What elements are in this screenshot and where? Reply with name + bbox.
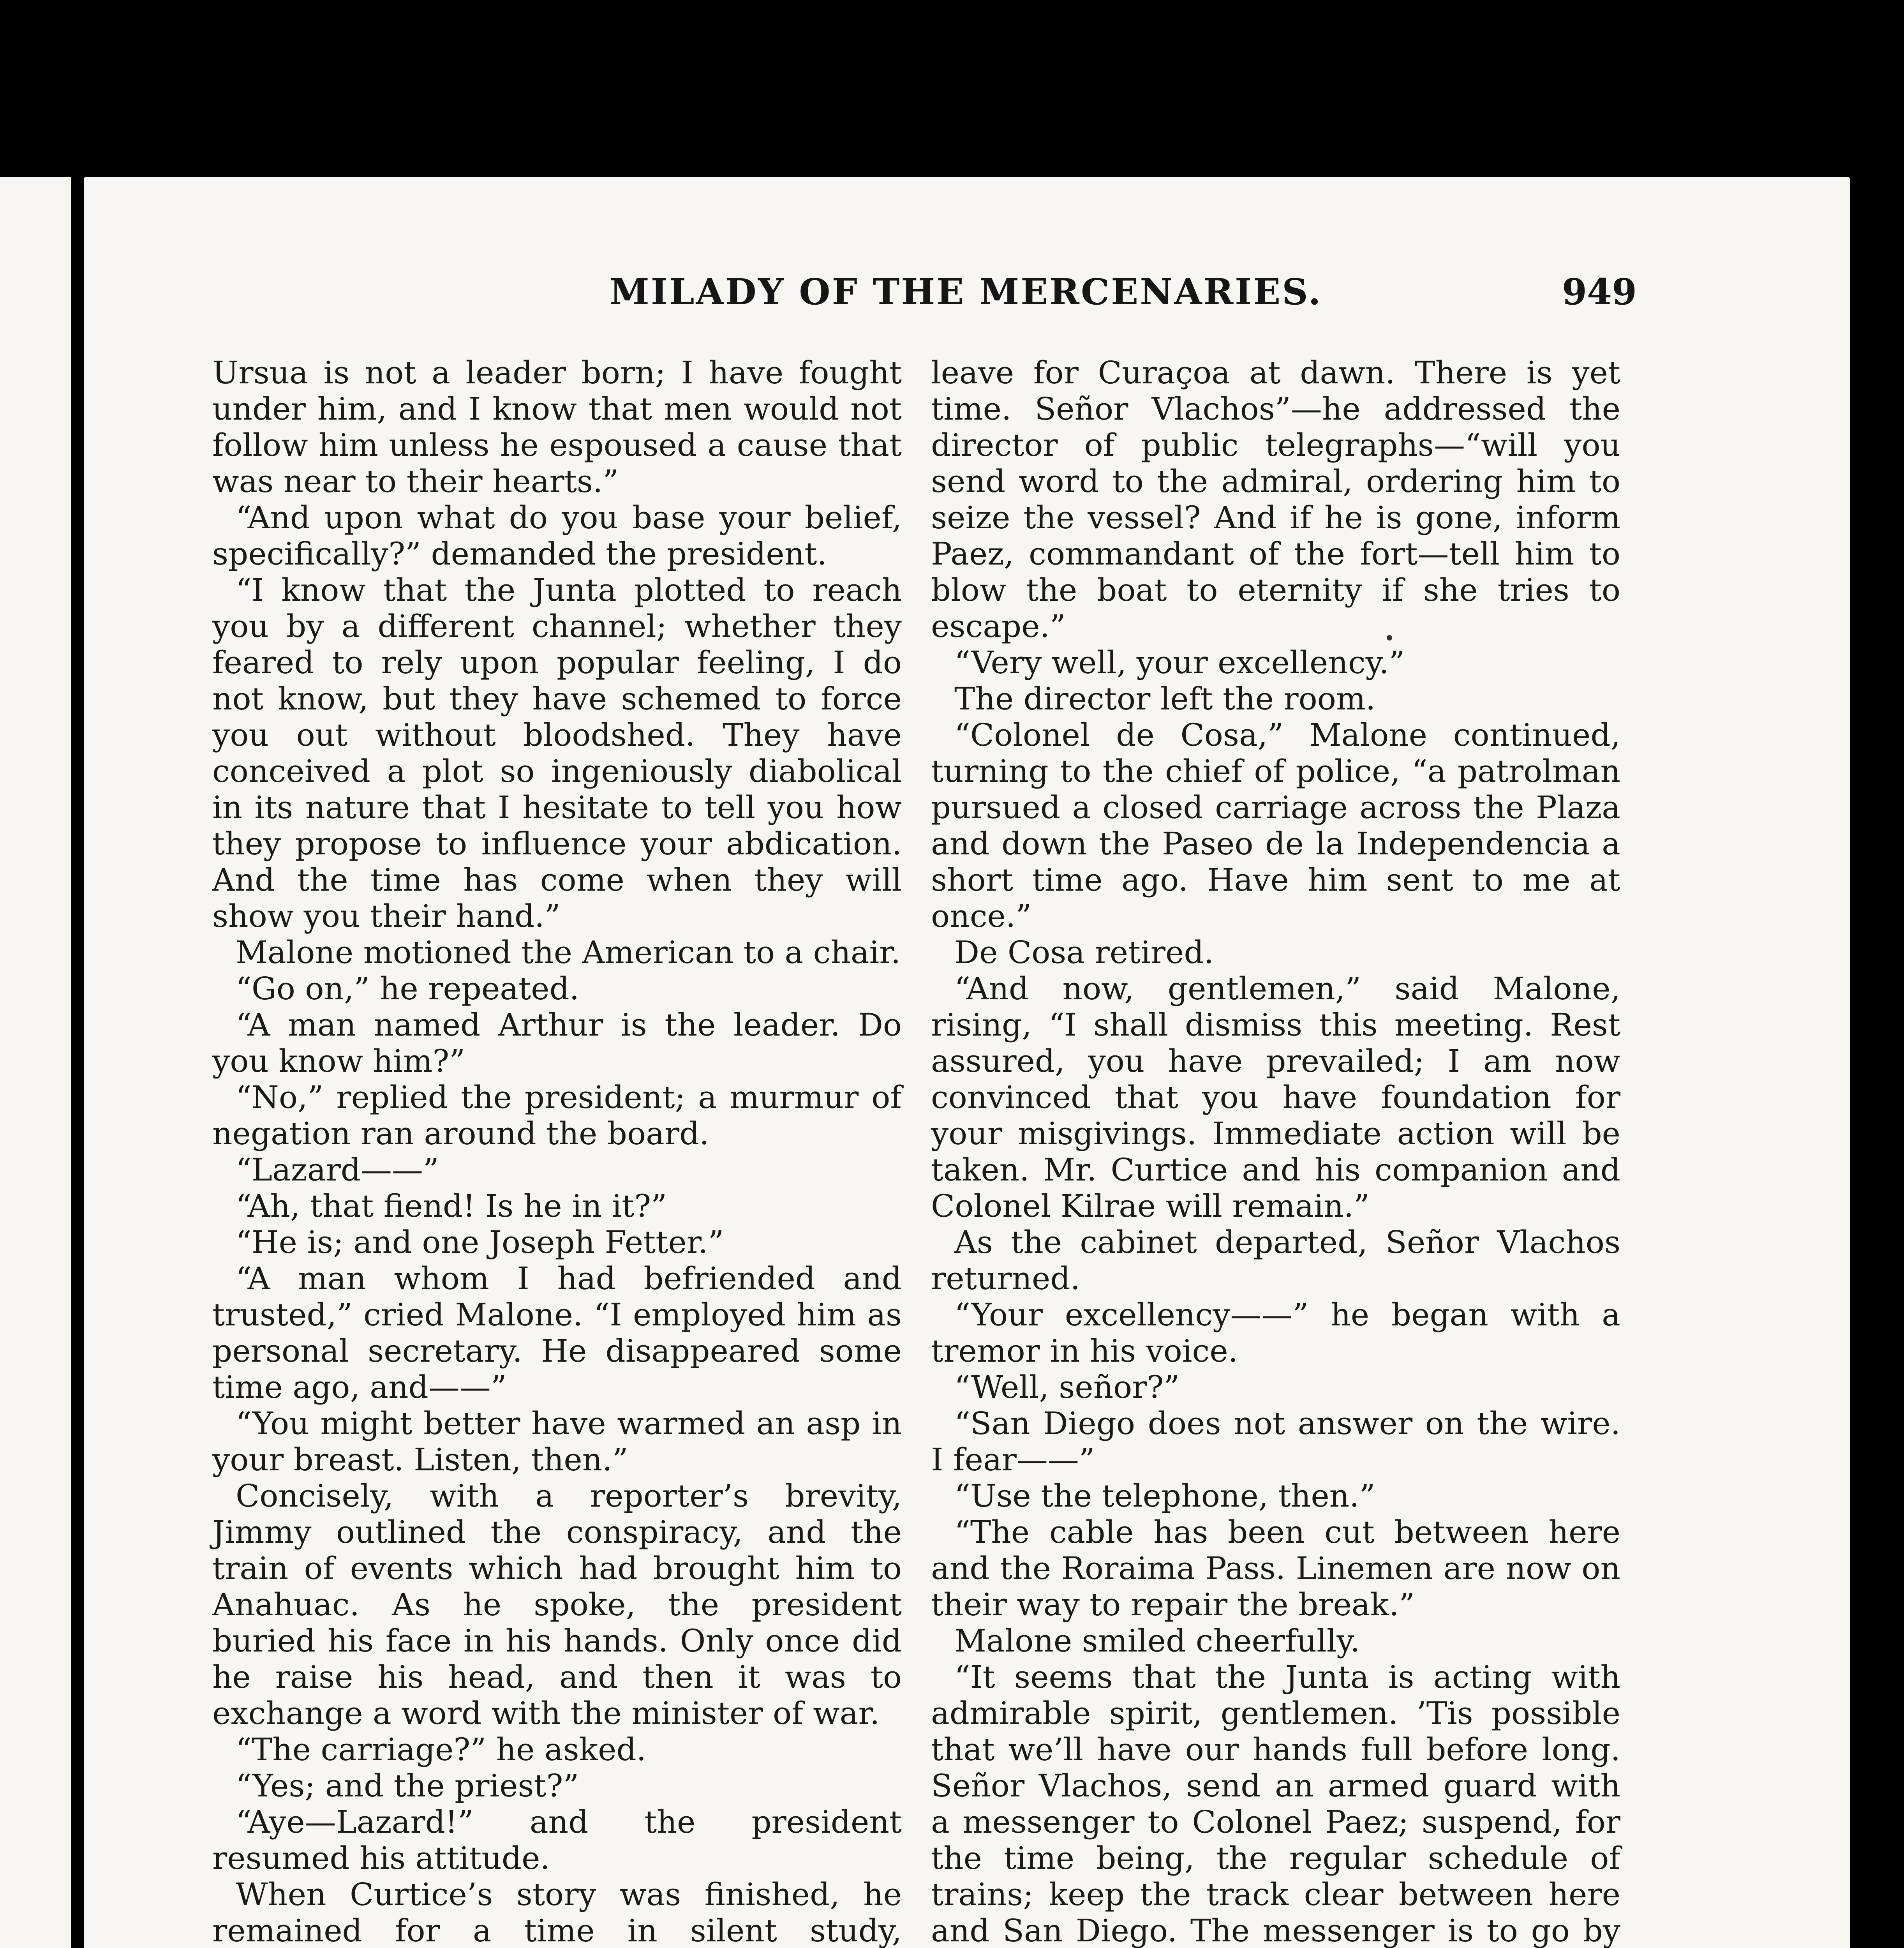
paragraph: Ursua is not a leader born; I have fought under him, and I know that men would not follow him unless he espoused a cause that was near to their hearts.” [212, 355, 902, 499]
paragraph: “San Diego does not answer on the wire. I fear——” [931, 1405, 1620, 1478]
paragraph: “A man whom I had befriended and trusted,” cried Malone. “I employed him as personal secretary. He disappeared some time ago, and——” [212, 1260, 902, 1405]
paragraph: “The carriage?” he asked. [236, 1731, 647, 1768]
paragraph: “Well, señor?” [954, 1369, 1180, 1405]
paragraph: Malone smiled cheerfully. [954, 1623, 1360, 1659]
paragraph: “He is; and one Joseph Fetter.” [236, 1224, 724, 1260]
paragraph: “You might better have warmed an asp in your breast. Listen, then.” [212, 1405, 902, 1478]
paragraph: “Ah, that fiend! Is he in it?” [236, 1188, 667, 1224]
paragraph: “Yes; and the priest?” [236, 1768, 579, 1804]
adjacent-page-edge [0, 177, 71, 1948]
paragraph: Malone motioned the American to a chair. [236, 934, 901, 970]
paragraph: “And upon what do you base your belief, specifically?” demanded the president. [212, 499, 902, 572]
paragraph: “Colonel de Cosa,” Malone continued, turning to the chief of police, “a patrolman pursued a closed carriage across the Plaza and down the Paseo de la Independencia a short time ago. Have him sent to me at once.” [931, 717, 1620, 934]
paragraph: The director left the room. [954, 681, 1376, 717]
book-page [84, 177, 1850, 1948]
paragraph: “Use the telephone, then.” [954, 1478, 1375, 1514]
paragraph: “No,” replied the president; a murmur of negation ran around the board. [212, 1079, 902, 1152]
paragraph: “I know that the Junta plotted to reach you by a different channel; whether they feared to rely upon popular feeling, I do not know, but they have schemed to force you out without bloodshed. They have conceived a plot so ingeniously diabolical in its nature that I hesitate to tell you how they propose to influence your abdication. And the time has come when they will show you their hand.” [212, 572, 902, 934]
paragraph: “Go on,” he repeated. [236, 970, 580, 1007]
paragraph: “And now, gentlemen,” said Malone, rising, “I shall dismiss this meeting. Rest assured, you have prevailed; I am now convinced that you have foundation for your misgivings. Immediate action will be taken. Mr. Curtice and his companion and Colonel Kilrae will remain.” [931, 970, 1620, 1224]
page-number: 949 [1562, 271, 1637, 313]
paragraph: “Very well, your excellency.” [954, 644, 1405, 681]
paragraph: “It seems that the Junta is acting with admirable spirit, gentlemen. ’Tis possible that we’ll have our hands full before long. Señor Vlachos, send an armed guard with a messenger to Colonel Paez; suspend, for the time being, the regular schedule of trains; keep the track clear between here and San Diego. The messenger is to go by [931, 1659, 1620, 1948]
paragraph: Concisely, with a reporter’s brevity, Jimmy outlined the conspiracy, and the train of events which had brought him to Anahuac. As he spoke, the president buried his face in his hands. Only once did he raise his head, and then it was to exchange a word with the minister of war. [212, 1478, 902, 1731]
left-text-column [212, 355, 902, 1948]
paragraph: As the cabinet departed, Señor Vlachos returned. [931, 1224, 1620, 1297]
paragraph: “Your excellency——” he began with a tremor in his voice. [931, 1297, 1620, 1369]
paragraph: “A man named Arthur is the leader. Do you know him?” [212, 1007, 902, 1079]
paragraph: De Cosa retired. [954, 934, 1214, 970]
page-header [84, 271, 1850, 318]
paragraph: “Aye—Lazard!” and the president resumed his attitude. [212, 1804, 902, 1876]
ink-speck [1387, 635, 1392, 641]
running-title: MILADY OF THE MERCENARIES. [610, 271, 1322, 313]
paragraph: leave for Curaçoa at dawn. There is yet time. Señor Vlachos”—he addressed the director of public telegraphs—“will you send word to the admiral, ordering him to seize the vessel? And if he is gone, inform Paez, commandant of the fort—tell him to blow the boat to eternity if she tries to escape.” [931, 355, 1620, 644]
paragraph: “The cable has been cut between here and the Roraima Pass. Linemen are now on their way to repair the break.” [931, 1514, 1620, 1623]
paragraph: “Lazard——” [236, 1152, 439, 1188]
right-text-column [931, 355, 1620, 1948]
paragraph: When Curtice’s story was finished, he remained for a time in silent study, [212, 1876, 902, 1948]
